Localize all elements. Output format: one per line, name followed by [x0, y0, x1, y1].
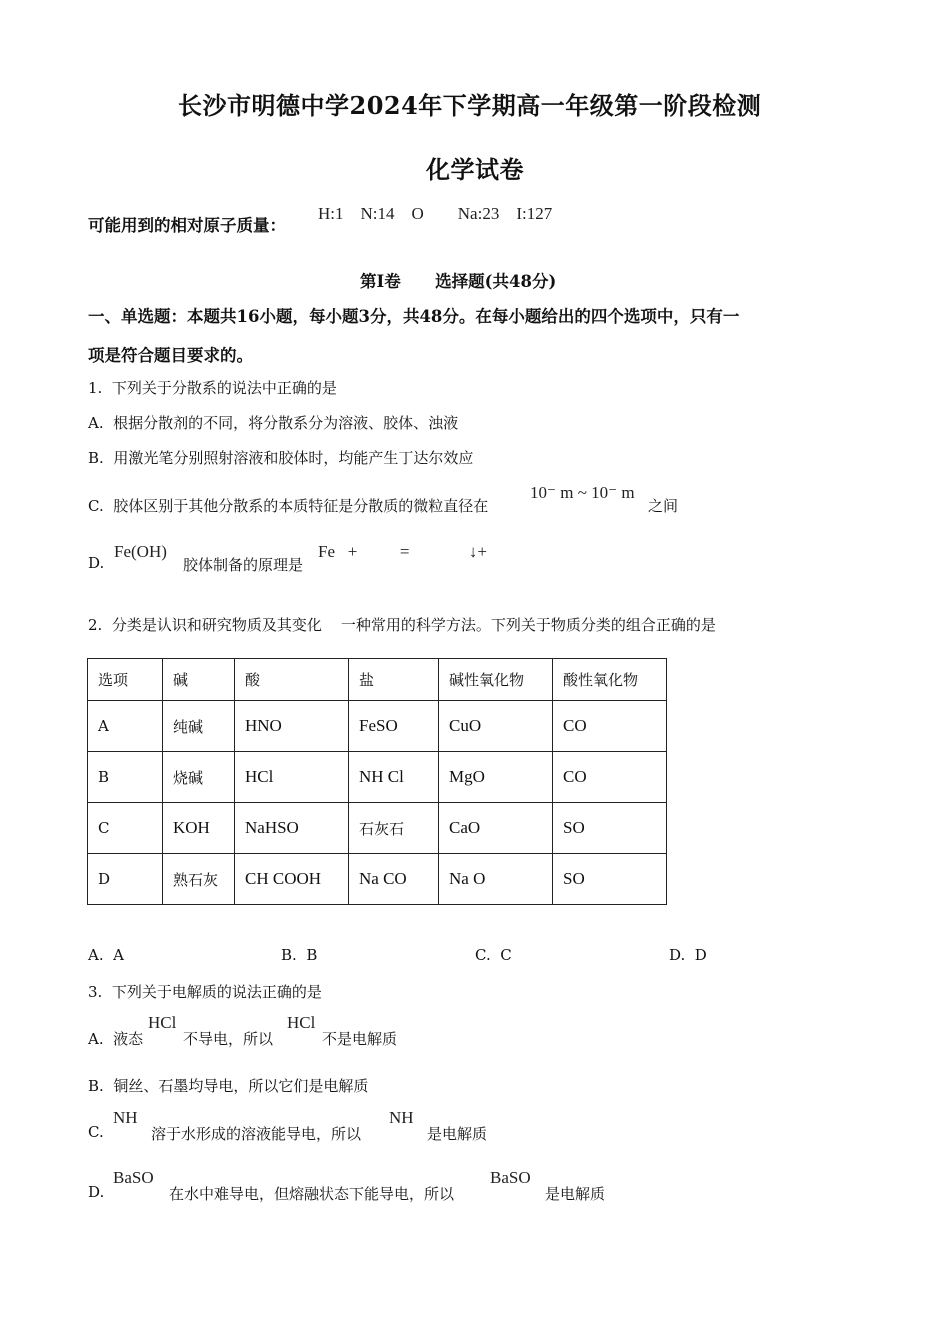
section-instructions-line1: 一、单选题：本题共16小题，每小题3分，共48分。在每小题给出的四个选项中，只有一	[88, 307, 740, 326]
table-cell	[235, 752, 349, 803]
q1-option-c-formula: 10⁻ m ~ 10⁻ m	[530, 483, 635, 502]
table-cell	[439, 854, 553, 905]
formula: MgO	[449, 767, 485, 786]
q2-option-b: B. B	[281, 946, 318, 964]
table-cell	[349, 701, 439, 752]
table-cell	[553, 752, 667, 803]
q3-option-d-tail: 是电解质	[545, 1185, 606, 1203]
formula: CH COOH	[245, 869, 322, 888]
table-cell: C	[88, 803, 163, 854]
q3-option-d-text: 在水中难导电，但熔融状态下能导电，所以	[169, 1185, 455, 1203]
table-header-cell: 选项	[88, 659, 163, 701]
q1-option-d-formula: Fe(OH)	[114, 542, 167, 561]
table-header-cell: 酸	[235, 659, 349, 701]
q1-option-c: C. 胶体区别于其他分散系的本质特征是分散质的微粒直径在	[88, 497, 489, 515]
atomic-mass-values: H:1 N:14 O Na:23 I:127	[318, 204, 553, 223]
q1-option-c-tail: 之间	[648, 497, 679, 515]
table-cell: A	[88, 701, 163, 752]
section-instructions-line2: 项是符合题目要求的。	[88, 346, 253, 365]
table-cell	[553, 803, 667, 854]
q3-option-a: A. 液态	[88, 1030, 144, 1048]
formula: CO	[563, 716, 587, 735]
q3-option-a-formula: HCl	[287, 1013, 316, 1032]
table-row	[88, 752, 667, 803]
table-row	[88, 701, 667, 752]
q3-option-c: C.	[88, 1123, 104, 1141]
table-cell: 熟石灰	[163, 854, 235, 905]
table-header-cell: 盐	[349, 659, 439, 701]
table-cell	[439, 701, 553, 752]
table-header-cell: 酸性氧化物	[553, 659, 667, 701]
table-cell	[349, 752, 439, 803]
q3-option-a-formula: HCl	[148, 1013, 177, 1032]
table-cell	[439, 752, 553, 803]
q2-option-a: A. A	[88, 946, 124, 964]
q3-option-d: D.	[88, 1183, 105, 1201]
q1-option-d-text: 胶体制备的原理是	[183, 556, 304, 574]
table-cell	[235, 803, 349, 854]
q3-option-c-tail: 是电解质	[427, 1125, 488, 1143]
q1-option-b: B. 用激光笔分别照射溶液和胶体时，均能产生丁达尔效应	[88, 449, 474, 467]
formula: FeSO	[359, 716, 398, 735]
atomic-mass-label: 可能用到的相对原子质量：	[88, 216, 286, 235]
q3-option-c-text: 溶于水形成的溶液能导电，所以	[151, 1125, 362, 1143]
q2-option-d: D. D	[669, 946, 707, 964]
table-cell	[553, 701, 667, 752]
page-title: 长沙市明德中学2024年下学期高一年级第一阶段检测	[178, 91, 762, 120]
q2-stem: 2. 分类是认识和研究物质及其变化 一种常用的科学方法。下列关于物质分类的组合正确的是	[88, 616, 716, 634]
table-header-row	[88, 659, 667, 701]
section-heading: 第I卷 选择题(共48分)	[360, 272, 557, 291]
q3-option-c-formula: NH	[113, 1108, 138, 1127]
q3-option-c-formula: NH	[389, 1108, 414, 1127]
formula: NaHSO	[245, 818, 299, 837]
table-row	[88, 854, 667, 905]
q3-option-d-formula: BaSO	[113, 1168, 154, 1187]
formula: Na CO	[359, 869, 407, 888]
formula: CO	[563, 767, 587, 786]
table-header-cell: 碱性氧化物	[439, 659, 553, 701]
q2-option-c: C. C	[475, 946, 512, 964]
table-cell	[439, 803, 553, 854]
q1-stem: 1. 下列关于分散系的说法中正确的是	[88, 379, 337, 397]
formula: SO	[563, 869, 585, 888]
q1-option-a: A. 根据分散剂的不同，将分散系分为溶液、胶体、浊液	[88, 414, 459, 432]
formula: HNO	[245, 716, 282, 735]
q3-option-d-formula: BaSO	[490, 1168, 531, 1187]
table-header-cell: 碱	[163, 659, 235, 701]
q3-stem: 3. 下列关于电解质的说法正确的是	[88, 983, 322, 1001]
formula: KOH	[173, 818, 210, 837]
table-cell: 纯碱	[163, 701, 235, 752]
q3-option-a-text: 不导电，所以	[183, 1030, 274, 1048]
q1-option-d-equation: Fe + = ↓+	[318, 542, 488, 561]
table-cell	[553, 854, 667, 905]
formula: Na O	[449, 869, 486, 888]
q3-option-b: B. 铜丝、石墨均导电，所以它们是电解质	[88, 1077, 369, 1095]
table-cell	[349, 854, 439, 905]
table-cell: D	[88, 854, 163, 905]
q1-option-d: D.	[88, 554, 105, 572]
classification-table	[87, 658, 667, 905]
table-cell	[235, 854, 349, 905]
formula: SO	[563, 818, 585, 837]
table-cell: 石灰石	[349, 803, 439, 854]
table-cell: 烧碱	[163, 752, 235, 803]
q3-option-a-tail: 不是电解质	[322, 1030, 398, 1048]
formula: CuO	[449, 716, 482, 735]
table-cell: B	[88, 752, 163, 803]
formula: CaO	[449, 818, 481, 837]
table-row	[88, 803, 667, 854]
table-cell	[235, 701, 349, 752]
page-subtitle: 化学试卷	[426, 155, 524, 184]
formula: HCl	[245, 767, 274, 786]
table-cell	[163, 803, 235, 854]
formula: NH Cl	[359, 767, 404, 786]
